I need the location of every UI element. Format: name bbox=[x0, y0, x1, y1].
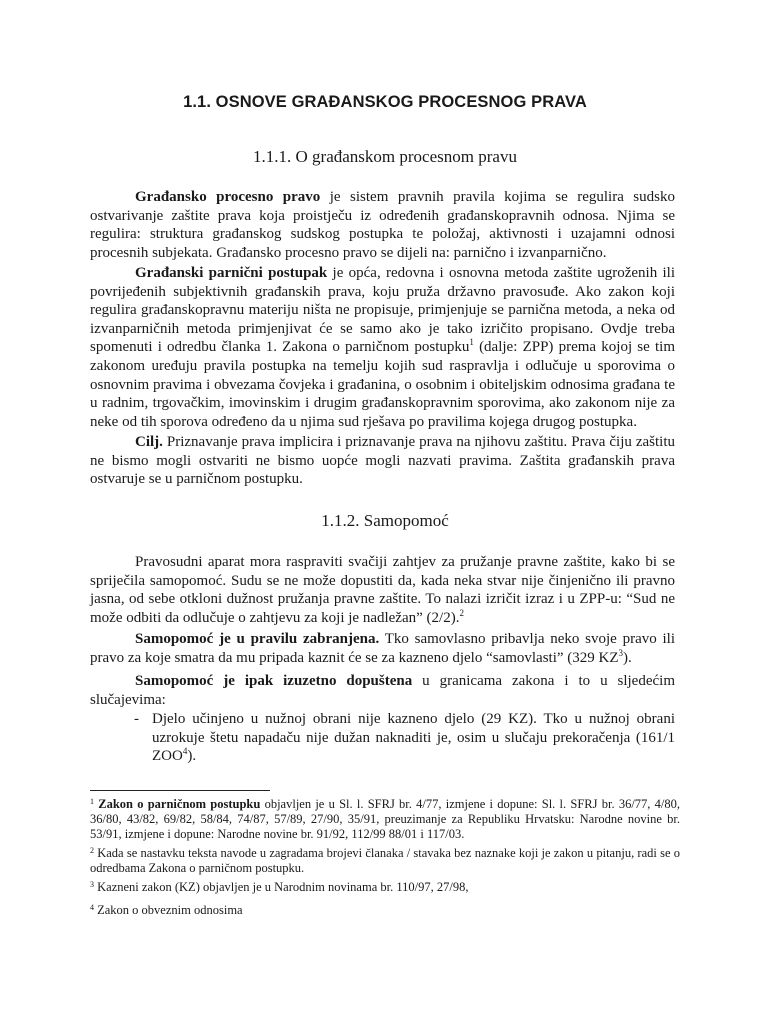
footnote-text: objavljen je u Sl. l. SFRJ br. 4/77, izmjene i dopune: Sl. l. SFRJ br. 36/77, 4/80, 36/80, 43/82, 69/82, 58/84, 74/87, 57/89, 27/90, 35/91, preuzimanje za Republiku Hrvatsku: Narodne novine br. 53/91, izmjene i dopune: Narodne novine br. 91/92, 112/99 88/01 i 117/03. bbox=[90, 797, 681, 841]
list-item-text: Djelo učinjeno u nužnoj obrani nije kazneno djelo (29 KZ). Tko u nužnoj obrani uzrokuje štetu napadaču nije dužan naknaditi je, osim u slučaju prekoračenja (161/1 ZOO bbox=[152, 711, 675, 765]
footnote-text: Kazneni zakon (KZ) objavljen je u Narodnim novinama br. 110/97, 27/98, bbox=[94, 880, 469, 894]
footnote-ref-1[interactable]: 1 bbox=[469, 337, 474, 348]
dash-list bbox=[90, 710, 675, 766]
footnote-number: 1 bbox=[90, 797, 94, 806]
list-item-text: ). bbox=[187, 748, 197, 765]
paragraph-text: Priznavanje prava implicira i priznavanje prava na njihovu zaštitu. Prava čiju zaštitu ne bismo mogli ostvariti ne bismo uopće mogli nazvati pravima. Zaštita građanskih prava ostvaruje se u parničnom postupku. bbox=[90, 434, 675, 488]
list-item bbox=[90, 710, 675, 766]
paragraph-text: Pravosudni aparat mora raspraviti svačiji zahtjev za pružanje pravne zaštite, kako bi se spriječila samopomoć. Sudu se ne može dopustiti da, kada neka stvar nije činjenično ili pravno jasna, od sebe otkloni dužnost pružanja pravne zaštite. To nalazi izričit izraz i u ZPP-u: “Sud ne može odbiti da odlučuje o zahtjevu za koji je nadležan” (2/2). bbox=[90, 554, 675, 626]
footnote-ref-2[interactable]: 2 bbox=[459, 607, 464, 618]
paragraph-gradjansko-procesno-pravo bbox=[90, 188, 675, 262]
section-heading-1-1-2: 1.1.2. Samopomoć bbox=[321, 511, 449, 530]
footnote-separator bbox=[90, 790, 270, 791]
footnote-4 bbox=[90, 903, 680, 918]
footnote-bold-title: Zakon o parničnom postupku bbox=[98, 797, 261, 811]
footnote-text: Zakon o obveznim odnosima bbox=[94, 903, 243, 917]
paragraph-text: ). bbox=[623, 649, 632, 666]
paragraph-text: je opća, redovna i osnovna metoda zaštite ugroženih ili povrijeđenih subjektivnih građanskih prava, koju pruža državno pravosuđe. Ako zakon koji regulira građanskopravnu materiju ništa ne propisuje, primjenjuje se parnična metoda, a neka od izvanparničnih metoda primjenjivat će se samo ako je tako izričito propisano. Ovdje treba spomenuti i odredbu članka 1. Zakona o parničnom postupku bbox=[90, 265, 675, 356]
footnote-ref-3[interactable]: 3 bbox=[618, 647, 624, 658]
paragraph-text: u granicama zakona i to u sljedećim slučajevima: bbox=[90, 673, 675, 708]
term-bold: Građanski parnični postupak bbox=[135, 265, 328, 281]
term-bold: Samopomoć je ipak izuzetno dopuštena bbox=[135, 673, 413, 689]
paragraph-text: (dalje: ZPP) prema kojoj se tim zakonom uređuju pravila postupka na temelju kojih sud raspravlja i odlučuje u sporovima o osnovnim pravima i obvezama čovjeka i građanina, o osobnim i obiteljskim odnosima građana te u radnim, trgovačkim, imovinskim i drugim građanskopravnim sporovima, ako zakonom nije za neke od tih sporova određeno da u njima sud rješava po pravilima kojega drugog postupka. bbox=[90, 339, 675, 430]
term-bold: Građansko procesno pravo bbox=[135, 189, 321, 205]
paragraph-cilj bbox=[90, 433, 675, 489]
footnote-text: Kada se nastavku teksta navode u zagradama brojevi članaka / stavaka bez naznake koji je zakon u pitanju, radi se o odredbama Zakona o parničnom postupku. bbox=[90, 846, 680, 875]
paragraph-text: Tko samovlasno pribavlja neko svoje pravo ili pravo za koje smatra da mu pripada kaznit će se za kazneno djelo “samovlasti” (329 KZ bbox=[90, 631, 675, 666]
footnote-number: 2 bbox=[90, 846, 94, 855]
term-bold: Cilj. bbox=[135, 434, 163, 450]
footnote-number: 4 bbox=[90, 903, 94, 912]
footnote-number: 3 bbox=[90, 880, 94, 889]
term-bold: Samopomoć je u pravilu zabranjena. bbox=[135, 631, 380, 647]
paragraph-samopomoc-zabranjena bbox=[90, 630, 675, 667]
paragraph-parnicni-postupak bbox=[90, 264, 675, 431]
dash-bullet: - bbox=[134, 711, 139, 727]
footnote-2 bbox=[90, 846, 680, 876]
chapter-heading: 1.1. OSNOVE GRAĐANSKOG PROCESNOG PRAVA bbox=[183, 93, 587, 111]
footnote-1 bbox=[90, 797, 680, 842]
paragraph-text: je sistem pravnih pravila kojima se regulira sudsko ostvarivanje zaštite prava koja proistječu iz određenih građanskopravnih odnosa. Njima se regulira: struktura građanskog sudskog postupka te položaj, aktivnosti i uzajamni odnosi procesnih subjekata. Građansko procesno pravo se dijeli na: parnično i izvanparnično. bbox=[90, 189, 675, 261]
paragraph-pravosudni-aparat bbox=[90, 553, 675, 627]
paragraph-samopomoc-dopustena bbox=[90, 672, 675, 709]
section-heading-1-1-1: 1.1.1. O građanskom procesnom pravu bbox=[253, 147, 517, 166]
footnote-ref-4[interactable]: 4 bbox=[182, 746, 188, 757]
footnote-3 bbox=[90, 880, 680, 895]
